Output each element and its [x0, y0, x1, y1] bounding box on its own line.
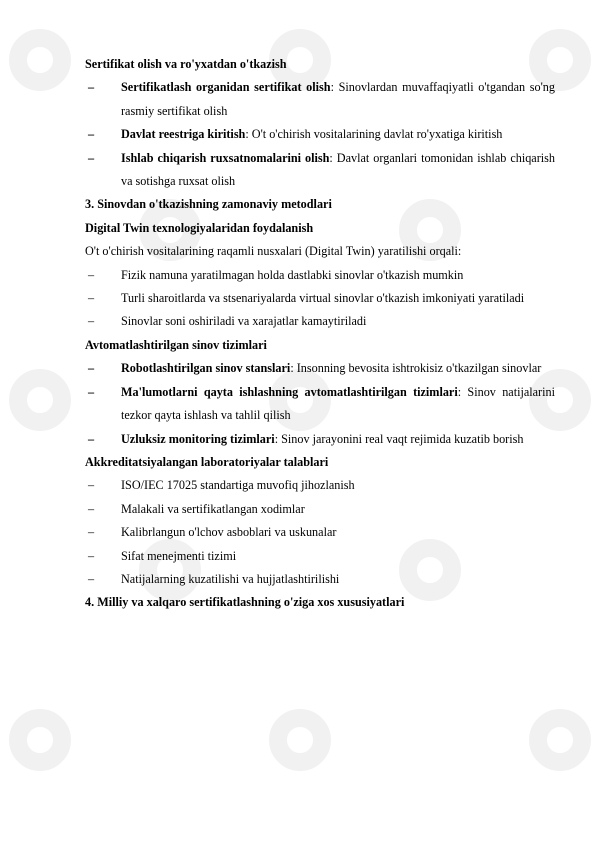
list-item-text: Sinovlar soni oshiriladi va xarajatlar kamaytiriladi — [121, 314, 367, 329]
dash-bullet: – — [88, 314, 95, 329]
dash-bullet: – — [88, 525, 95, 540]
list-item — [85, 123, 555, 146]
list-item — [85, 287, 555, 310]
list-item-text: : Davlat organlari tomonidan ishlab chiqarish va sotishga ruxsat olish — [121, 150, 555, 189]
labs-list — [85, 474, 555, 591]
list-item-term: Sertifikatlash organidan sertifikat olish — [121, 80, 331, 95]
list-item-text: : Sinovlardan muvaffaqiyatli o'tgandan so'ng rasmiy sertifikat olish — [121, 80, 555, 118]
digital-twin-heading: Digital Twin texnologiyalaridan foydalanish — [85, 220, 314, 235]
dash-bullet: – — [88, 267, 95, 282]
dash-bullet: – — [88, 571, 95, 586]
list-item-text: : Insonning bevosita ishtrokisiz o'tkazilgan sinovlar — [290, 361, 542, 376]
section-4-heading: 4. Milliy va xalqaro sertifikatlashning o'ziga xos xususiyatlari — [85, 595, 405, 610]
labs-heading: Akkreditatsiyalangan laboratoriyalar talablari — [85, 454, 329, 469]
dash-bullet: – — [88, 501, 95, 516]
certification-heading: Sertifikat olish va ro'yxatdan o'tkazish — [85, 57, 287, 71]
list-item-term: Davlat reestriga kiritish — [121, 127, 246, 142]
list-item-text: ISO/IEC 17025 standartiga muvofiq jihozlanish — [121, 478, 355, 493]
automated-testing-list — [85, 357, 555, 451]
digital-twin-intro: O't o'chirish vositalarining raqamli nusxalari (Digital Twin) yaratilishi orqali: — [85, 244, 462, 259]
list-item-text: Turli sharoitlarda va stsenariyalarda virtual sinovlar o'tkazish imkoniyati yaratiladi — [121, 291, 525, 306]
list-item-text: Fizik namuna yaratilmagan holda dastlabki sinovlar o'tkazish mumkin — [121, 267, 464, 282]
list-item — [85, 545, 555, 568]
list-item — [85, 310, 555, 333]
dash-bullet: – — [88, 150, 95, 165]
dash-bullet: – — [88, 291, 95, 306]
list-item-text: Kalibrlangun o'lchov asboblari va uskunalar — [121, 525, 337, 540]
section-3-heading: 3. Sinovdan o'tkazishning zamonaviy metodlari — [85, 197, 332, 212]
list-item — [85, 428, 555, 451]
list-item-text: : Sinov jarayonini real vaqt rejimida kuzatib borish — [274, 431, 524, 446]
dash-bullet: – — [88, 478, 95, 493]
certification-list — [85, 76, 555, 193]
list-item — [85, 76, 555, 123]
dash-bullet: – — [88, 548, 95, 563]
list-item — [85, 381, 555, 428]
list-item-text: Natijalarning kuzatilishi va hujjatlashtirilishi — [121, 571, 340, 586]
list-item — [85, 264, 555, 287]
list-item-term: Ishlab chiqarish ruxsatnomalarini olish — [121, 150, 330, 165]
list-item-term: Uzluksiz monitoring tizimlari — [121, 431, 275, 446]
list-item-term: Robotlashtirilgan sinov stanslari — [121, 361, 291, 376]
dash-bullet: – — [88, 127, 95, 142]
list-item — [85, 474, 555, 497]
list-item-term: Ma'lumotlarni qayta ishlashning avtomatlashtirilgan tizimlari — [121, 384, 458, 399]
automated-testing-heading: Avtomatlashtirilgan sinov tizimlari — [85, 337, 267, 352]
list-item-text: Sifat menejmenti tizimi — [121, 548, 237, 563]
list-item — [85, 568, 555, 591]
dash-bullet: – — [88, 80, 95, 95]
list-item — [85, 498, 555, 521]
list-item — [85, 147, 555, 194]
list-item — [85, 357, 555, 380]
list-item-text: : Sinov natijalarini tezkor qayta ishlash va tahlil qilish — [121, 384, 555, 423]
dash-bullet: – — [88, 361, 95, 376]
list-item-text: : O't o'chirish vositalarining davlat ro'yxatiga kiritish — [245, 127, 503, 142]
list-item-text: Malakali va sertifikatlangan xodimlar — [121, 501, 305, 516]
list-item — [85, 521, 555, 544]
dash-bullet: – — [88, 384, 95, 399]
digital-twin-list — [85, 264, 555, 334]
document-content — [85, 53, 555, 615]
dash-bullet: – — [88, 431, 95, 446]
